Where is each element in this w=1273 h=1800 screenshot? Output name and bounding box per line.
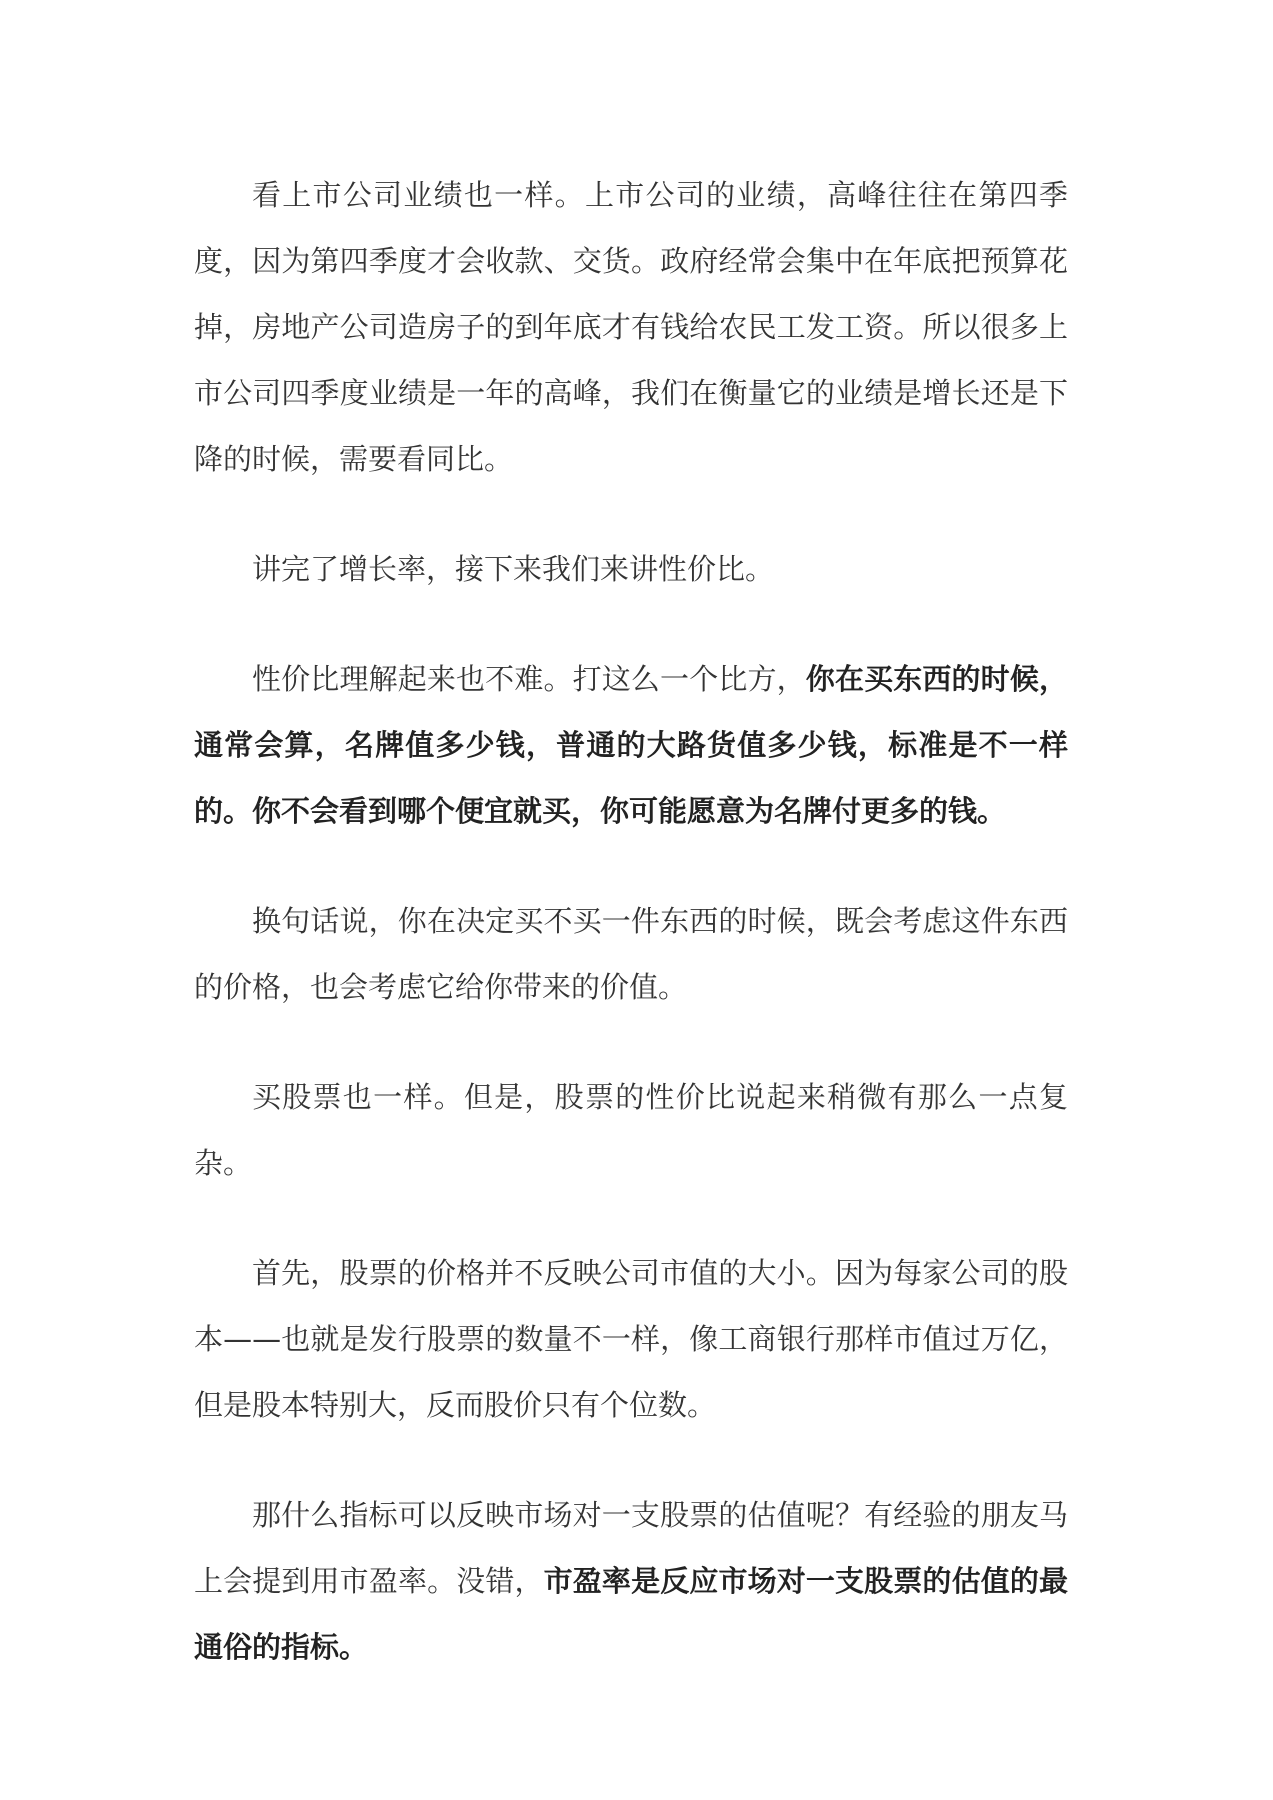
- paragraph-6-text: 首先，股票的价格并不反映公司市值的大小。因为每家公司的股本——也就是发行股票的数量不一样，像工商银行那样市值过万亿，但是股本特别大，反而股价只有个位数。: [194, 1256, 1068, 1422]
- paragraph-7: [194, 1482, 1068, 1680]
- article-body: [194, 162, 1068, 1724]
- paragraph-6: [194, 1240, 1068, 1438]
- paragraph-5: [194, 1064, 1068, 1196]
- paragraph-4: [194, 888, 1068, 1020]
- paragraph-3-text: 性价比理解起来也不难。打这么一个比方，: [252, 662, 806, 696]
- paragraph-1-text: 看上市公司业绩也一样。上市公司的业绩，高峰往往在第四季度，因为第四季度才会收款、交货。政府经常会集中在年底把预算花掉，房地产公司造房子的到年底才有钱给农民工发工资。所以很多上市公司四季度业绩是一年的高峰，我们在衡量它的业绩是增长还是下降的时候，需要看同比。: [194, 178, 1068, 476]
- paragraph-1: [194, 162, 1068, 492]
- paragraph-3-emphasis: 你在买东西的时候，通常会算，名牌值多少钱，普通的大路货值多少钱，标准是不一样的。你不会看到哪个便宜就买，你可能愿意为名牌付更多的钱。: [194, 662, 1068, 828]
- paragraph-7-emphasis: 市盈率是反应市场对一支股票的估值的最通俗的指标。: [194, 1564, 1068, 1664]
- paragraph-3: [194, 646, 1068, 844]
- paragraph-7-text: 那什么指标可以反映市场对一支股票的估值呢？有经验的朋友马上会提到用市盈率。没错，: [194, 1498, 1068, 1598]
- paragraph-2: [194, 536, 1068, 602]
- paragraph-2-text: 讲完了增长率，接下来我们来讲性价比。: [252, 552, 775, 586]
- paragraph-4-text: 换句话说，你在决定买不买一件东西的时候，既会考虑这件东西的价格，也会考虑它给你带来的价值。: [194, 904, 1068, 1004]
- paragraph-5-text: 买股票也一样。但是，股票的性价比说起来稍微有那么一点复杂。: [194, 1080, 1068, 1180]
